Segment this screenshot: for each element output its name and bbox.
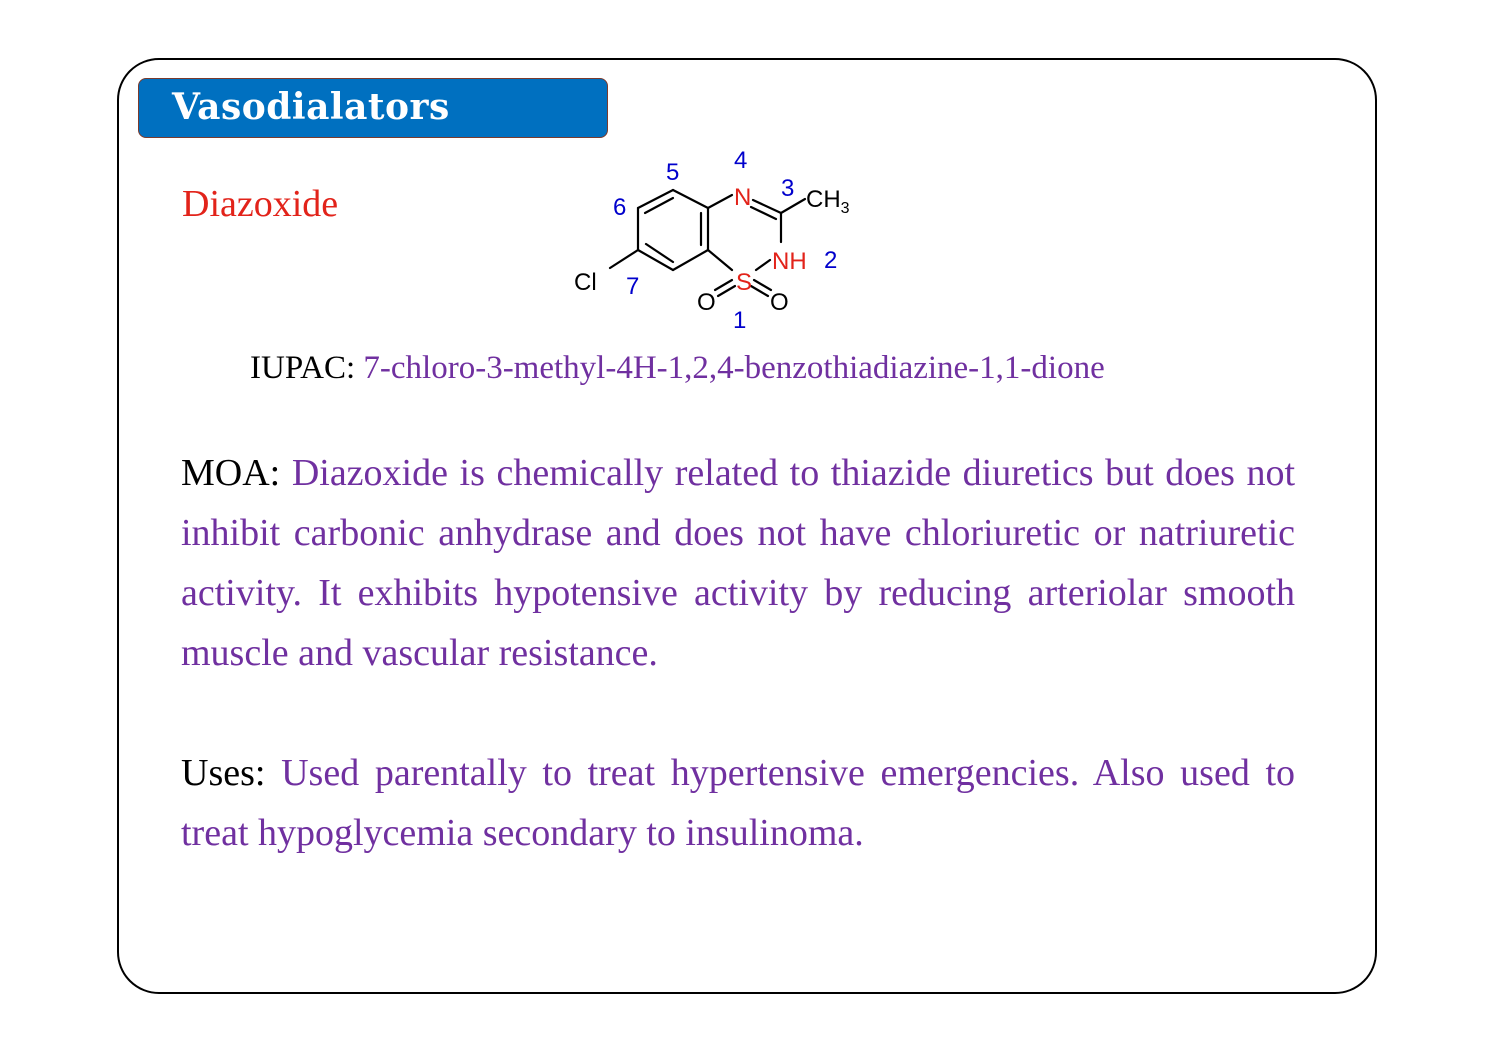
uses-label: Uses:: [181, 752, 266, 794]
ring-number-3: 3: [781, 175, 795, 202]
bond: [673, 250, 708, 270]
bond: [756, 260, 770, 270]
drug-name: Diazoxide: [182, 183, 339, 225]
ring-number-2: 2: [824, 247, 838, 274]
atom-ch3: $CH_3$: [806, 186, 850, 217]
ring-number-7: 7: [626, 273, 640, 300]
atom-o-right: O: [770, 289, 789, 316]
ring-number-6: 6: [613, 194, 627, 221]
moa-label: MOA:: [181, 452, 281, 494]
iupac-value: 7-chloro-3-methyl-4H-1,2,4-benzothiadiazine-1,1-dione: [363, 350, 1105, 386]
bond: [638, 190, 673, 208]
moa-text: Diazoxide is chemically related to thiazide diuretics but does not inhibit carbonic anhydrase and does not have chloriuretic or natriuretic activity. It exhibits hypotensive activity by reducing arteriolar smooth muscle and vascular resistance.: [181, 452, 1295, 674]
iupac-name: [250, 350, 1300, 387]
bond: [708, 250, 732, 270]
atom-s: S: [736, 269, 753, 296]
atom-nh: NH: [772, 248, 807, 275]
moa-paragraph: [181, 443, 1295, 683]
ring-number-1: 1: [733, 307, 747, 334]
uses-text: Used parentally to treat hypertensive emergencies. Also used to treat hypoglycemia secondary to insulinoma.: [181, 752, 1296, 854]
slide-title: Vasodialators: [172, 86, 450, 128]
bond: [638, 250, 673, 270]
atom-n: N: [734, 184, 752, 211]
atom-o-left: O: [697, 289, 716, 316]
iupac-label: IUPAC:: [250, 350, 356, 386]
ring-number-5: 5: [666, 159, 680, 186]
atom-cl: Cl: [574, 269, 597, 296]
bond: [673, 190, 708, 208]
diazoxide-structure: [560, 140, 880, 340]
bond: [708, 195, 732, 208]
bond: [645, 198, 673, 213]
uses-paragraph: [181, 743, 1295, 863]
bond: [610, 250, 638, 268]
bond: [646, 244, 673, 262]
ring-number-4: 4: [734, 147, 748, 174]
